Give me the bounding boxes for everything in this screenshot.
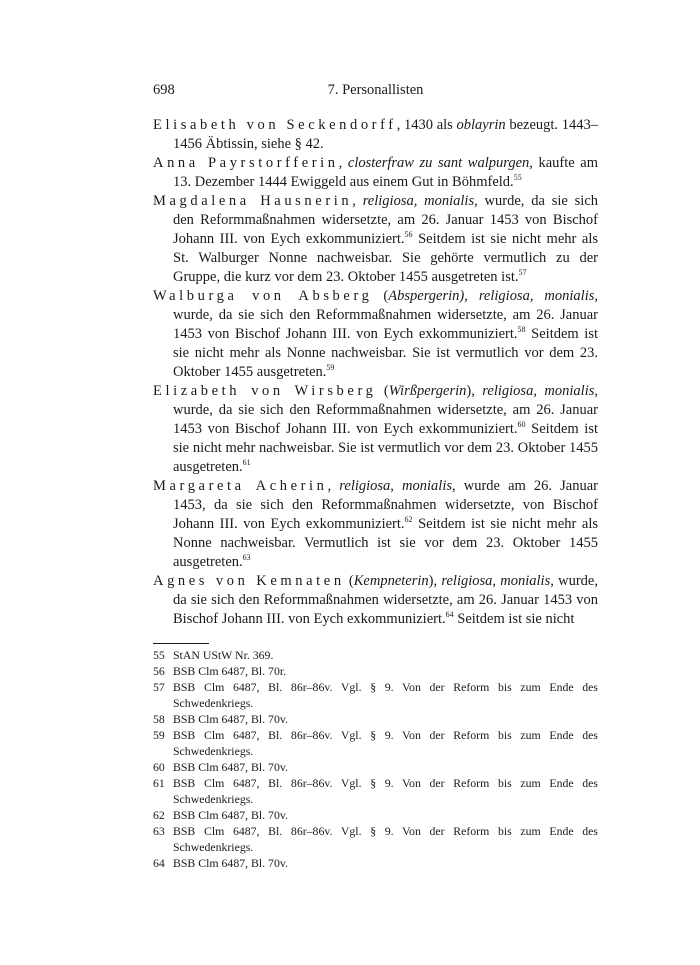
footnote <box>153 679 598 711</box>
entry-text: Seitdem ist sie nicht mehr als Nonne nachweisbar. Sie ist vermutlich vor dem 23. Oktober 1455 ausgetreten. <box>173 326 598 380</box>
person-name: Elisabeth von Seckendorff <box>153 117 397 133</box>
person-entry <box>153 382 598 477</box>
entry-text: , wurde, da sie sich den Reformmaßnahmen widersetzte, am 26. Januar 1453 von Bischof Johann III. von Eych exkommuniziert. <box>173 193 599 247</box>
footnote <box>153 759 598 775</box>
footnote-reference[interactable]: 64 <box>445 610 454 620</box>
italic-text: Wirßpergerin <box>388 383 467 399</box>
footnote <box>153 855 598 871</box>
running-head <box>153 82 598 104</box>
footnote-number: 57 <box>153 680 165 694</box>
entry-text: wurde, da sie sich den Reformmaßnahmen widersetzte, am 26. Januar 1453 von Bischof Johann III. von Eych exkommuniziert. <box>173 307 598 342</box>
footnote-number: 59 <box>153 728 165 742</box>
entry-text: , kaufte am 13. Dezember 1444 Ewiggeld aus einem Gut in Böhmfeld. <box>173 155 599 190</box>
footnote <box>153 711 598 727</box>
entry-text: , <box>338 155 348 171</box>
footnote-reference[interactable]: 56 <box>404 230 413 240</box>
italic-text: religiosa, monialis <box>362 193 475 209</box>
footnote <box>153 663 598 679</box>
footnote-number: 56 <box>153 664 165 678</box>
footnote-reference[interactable]: 57 <box>518 268 527 278</box>
footnote-text: StAN UStW Nr. 369. <box>173 648 274 662</box>
page <box>153 82 598 871</box>
entry-text: , <box>352 193 363 209</box>
footnote <box>153 727 598 759</box>
footnote-number: 60 <box>153 760 165 774</box>
footnote-list <box>153 647 598 871</box>
footnote-text: BSB Clm 6487, Bl. 70v. <box>173 856 288 870</box>
person-name: Elizabeth von Wirsberg <box>153 383 377 399</box>
person-name: Margareta Acherin <box>153 478 328 494</box>
entry-text: , wurde am 26. Januar 1453, da sie sich den Reformmaßnahmen widersetzte, von Bischof Johann III. von Eych exkommuniziert. <box>173 478 598 532</box>
entry-text: Seitdem ist sie nicht mehr nachweisbar. Sie ist vermutlich vor dem 23. Oktober 1455 ausgetreten. <box>173 421 598 475</box>
italic-text: Abspergerin), religiosa, monialis, <box>388 288 598 304</box>
footnote-number: 61 <box>153 776 165 790</box>
italic-text: closterfraw zu sant walpurgen <box>347 155 530 171</box>
person-entry <box>153 287 598 382</box>
person-entry <box>153 116 598 154</box>
footnote-number: 62 <box>153 808 165 822</box>
italic-text: monialis <box>544 383 595 399</box>
footnote-reference[interactable]: 63 <box>242 553 251 563</box>
running-title: 7. Personallisten <box>327 82 424 98</box>
entry-text: Seitdem ist sie nicht <box>453 611 575 627</box>
person-entry <box>153 192 598 287</box>
person-name: Magdalena Hausnerin <box>153 193 353 209</box>
footnote <box>153 807 598 823</box>
footnote <box>153 823 598 855</box>
italic-text: religiosa, monialis <box>441 573 551 589</box>
page-number: 698 <box>153 82 175 98</box>
footnote-reference[interactable]: 58 <box>517 325 526 335</box>
person-entry <box>153 477 598 572</box>
footnote-text: BSB Clm 6487, Bl. 70v. <box>173 760 288 774</box>
footnote-text: BSB Clm 6487, Bl. 86r–86v. Vgl. § 9. Von der Reform bis zum Ende des Schwedenkriegs. <box>173 776 598 806</box>
footnote <box>153 775 598 807</box>
footnote-number: 58 <box>153 712 165 726</box>
person-name: Agnes von Kemnaten <box>153 573 345 589</box>
entry-text: bezeugt. 1443–1456 Äbtissin, siehe § 42. <box>173 117 598 152</box>
italic-text: Kempneterin <box>353 573 429 589</box>
entry-text: ), <box>466 383 483 399</box>
footnote-reference[interactable]: 59 <box>326 363 335 373</box>
person-entry <box>153 572 598 629</box>
person-name: Anna Payrstorfferin <box>153 155 339 171</box>
footnote-number: 64 <box>153 856 165 870</box>
entry-text: ( <box>372 288 389 304</box>
footnote-text: BSB Clm 6487, Bl. 70v. <box>173 808 288 822</box>
person-entry <box>153 154 598 192</box>
italic-text: religiosa <box>482 383 534 399</box>
entry-text: , wurde, da sie sich den Reformmaßnahmen widersetzte, am 26. Januar 1453 von Bischof Johann III. von Eych exkommuniziert. <box>173 573 598 627</box>
footnote-text: BSB Clm 6487, Bl. 86r–86v. Vgl. § 9. Von der Reform bis zum Ende des Schwedenkriegs. <box>173 680 598 710</box>
footnote-reference[interactable]: 60 <box>517 420 526 430</box>
footnote-text: BSB Clm 6487, Bl. 86r–86v. Vgl. § 9. Von der Reform bis zum Ende des Schwedenkriegs. <box>173 824 598 854</box>
footnote-text: BSB Clm 6487, Bl. 70r. <box>173 664 287 678</box>
entry-text: Seitdem ist sie nicht mehr als St. Walburger Nonne nachweisbar. Sie gehörte vermutlich zu der Gruppe, die kurz vor dem 23. Oktober 1455 ausgetreten ist. <box>173 231 598 285</box>
footnote-reference[interactable]: 55 <box>513 173 522 183</box>
entry-text: ( <box>344 573 354 589</box>
italic-text: oblayrin <box>456 117 506 133</box>
entry-list <box>153 116 598 629</box>
entry-text: , 1430 als <box>396 117 457 133</box>
footnote-text: BSB Clm 6487, Bl. 86r–86v. Vgl. § 9. Von der Reform bis zum Ende des Schwedenkriegs. <box>173 728 598 758</box>
entry-text: , <box>327 478 340 494</box>
entry-text: , <box>533 383 545 399</box>
footnote-number: 55 <box>153 648 165 662</box>
entry-text: ), <box>428 573 442 589</box>
entry-text: , wurde, da sie sich den Reformmaßnahmen widersetzte, am 26. Januar 1453 von Bischof Johann III. von Eych exkommuniziert. <box>173 383 598 437</box>
person-name: Walburga von Absberg <box>153 288 373 304</box>
footnote-divider <box>153 643 209 644</box>
entry-text: ( <box>376 383 389 399</box>
footnote <box>153 647 598 663</box>
footnote-reference[interactable]: 62 <box>404 515 413 525</box>
footnote-text: BSB Clm 6487, Bl. 70v. <box>173 712 288 726</box>
footnote-number: 63 <box>153 824 165 838</box>
italic-text: religiosa, monialis <box>339 478 452 494</box>
footnote-reference[interactable]: 61 <box>242 458 251 468</box>
entry-text: Seitdem ist sie nicht mehr als Nonne nachweisbar. Vermutlich ist sie vor dem 23. Oktober 1455 ausgetreten. <box>173 516 598 570</box>
